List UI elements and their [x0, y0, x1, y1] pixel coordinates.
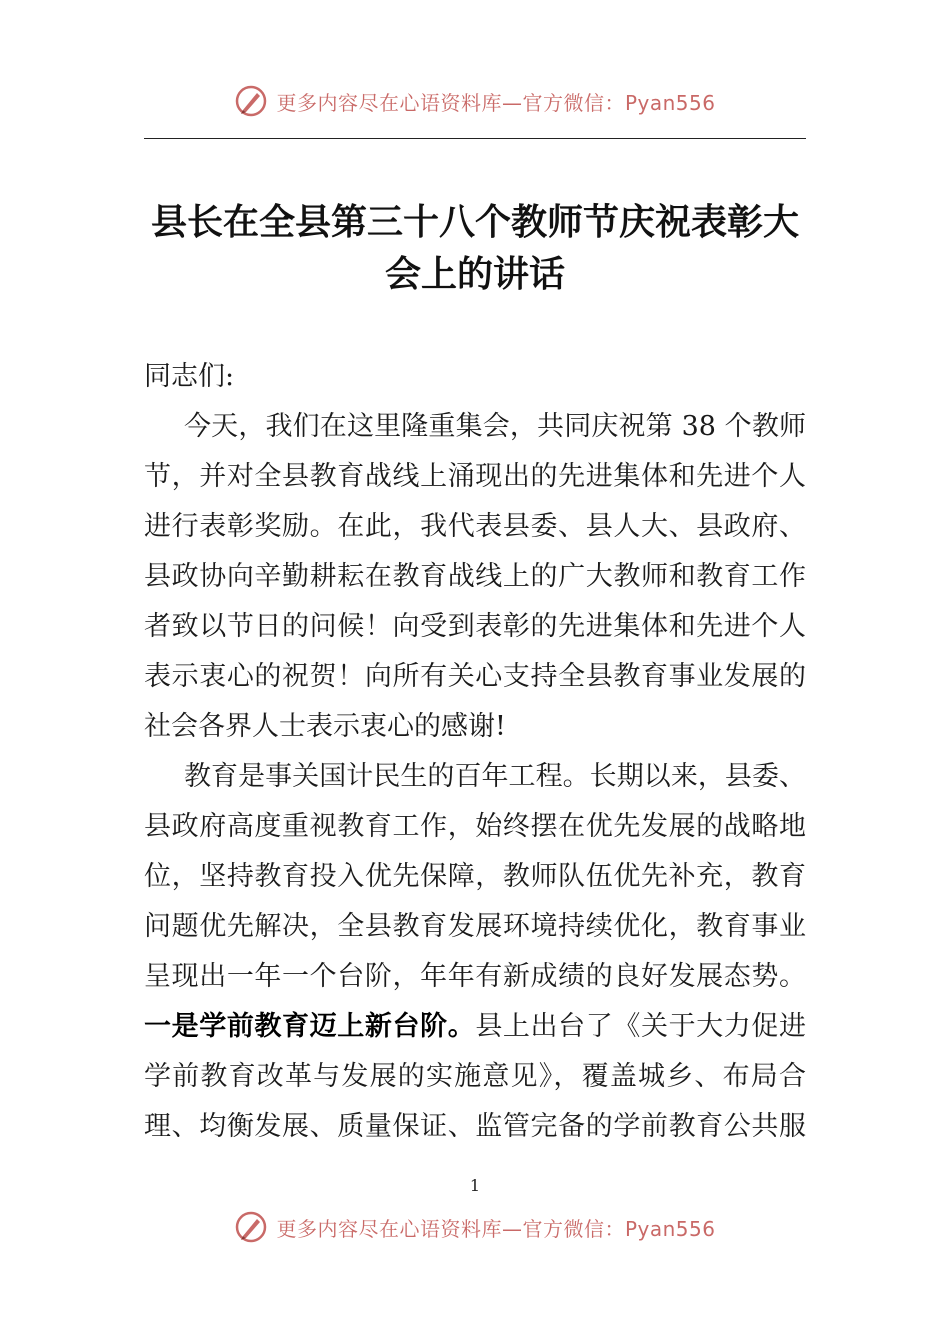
watermark-text: 更多内容尽在心语资料库—官方微信：Pyan556 [276, 1216, 716, 1241]
paragraph-line [144, 1002, 806, 1052]
paragraph-text: 县上出台了《关于大力促进 [475, 1011, 807, 1042]
title-line: 会上的讲话 [384, 253, 565, 295]
paragraph-line: 理、均衡发展、质量保证、监管完备的学前教育公共服 [144, 1111, 806, 1142]
paragraph-line: 社会各界人士表示衷心的感谢! [144, 711, 506, 742]
watermark-text: 更多内容尽在心语资料库—官方微信：Pyan556 [276, 90, 716, 115]
title-line: 县长在全县第三十八个教师节庆祝表彰大 [150, 201, 799, 243]
pen-circle-logo-icon [234, 1210, 268, 1244]
paragraph-line: 位，坚持教育投入优先保障，教师队伍优先补充，教育 [144, 861, 806, 892]
paragraph-line: 教育是事关国计民生的百年工程。长期以来，县委、 [184, 761, 806, 792]
header-divider [144, 138, 806, 139]
paragraph-line: 表示衷心的祝贺！向所有关心支持全县教育事业发展的 [144, 661, 806, 692]
pen-circle-logo-icon [234, 84, 268, 118]
paragraph-line: 学前教育改革与发展的实施意见》，覆盖城乡、布局合 [144, 1061, 806, 1092]
paragraph-line: 县政府高度重视教育工作，始终摆在优先发展的战略地 [144, 811, 806, 842]
header-watermark [0, 84, 950, 118]
page-number: 1 [469, 1176, 481, 1195]
document-title [144, 196, 806, 300]
paragraph-line: 进行表彰奖励。在此，我代表县委、县人大、县政府、 [144, 511, 806, 542]
document-body [144, 352, 806, 1152]
section-heading: 一是学前教育迈上新台阶。 [144, 1011, 476, 1042]
paragraph-line: 呈现出一年一个台阶，年年有新成绩的良好发展态势。 [144, 961, 806, 992]
salutation: 同志们: [144, 361, 235, 392]
footer-watermark [0, 1210, 950, 1244]
paragraph-line: 问题优先解决，全县教育发展环境持续优化，教育事业 [144, 911, 806, 942]
paragraph-line: 者致以节日的问候！向受到表彰的先进集体和先进个人 [144, 611, 806, 642]
paragraph-line: 节，并对全县教育战线上涌现出的先进集体和先进个人 [144, 461, 806, 492]
paragraph-line: 今天，我们在这里隆重集会，共同庆祝第 38 个教师 [184, 411, 806, 442]
paragraph-line: 县政协向辛勤耕耘在教育战线上的广大教师和教育工作 [144, 561, 806, 592]
